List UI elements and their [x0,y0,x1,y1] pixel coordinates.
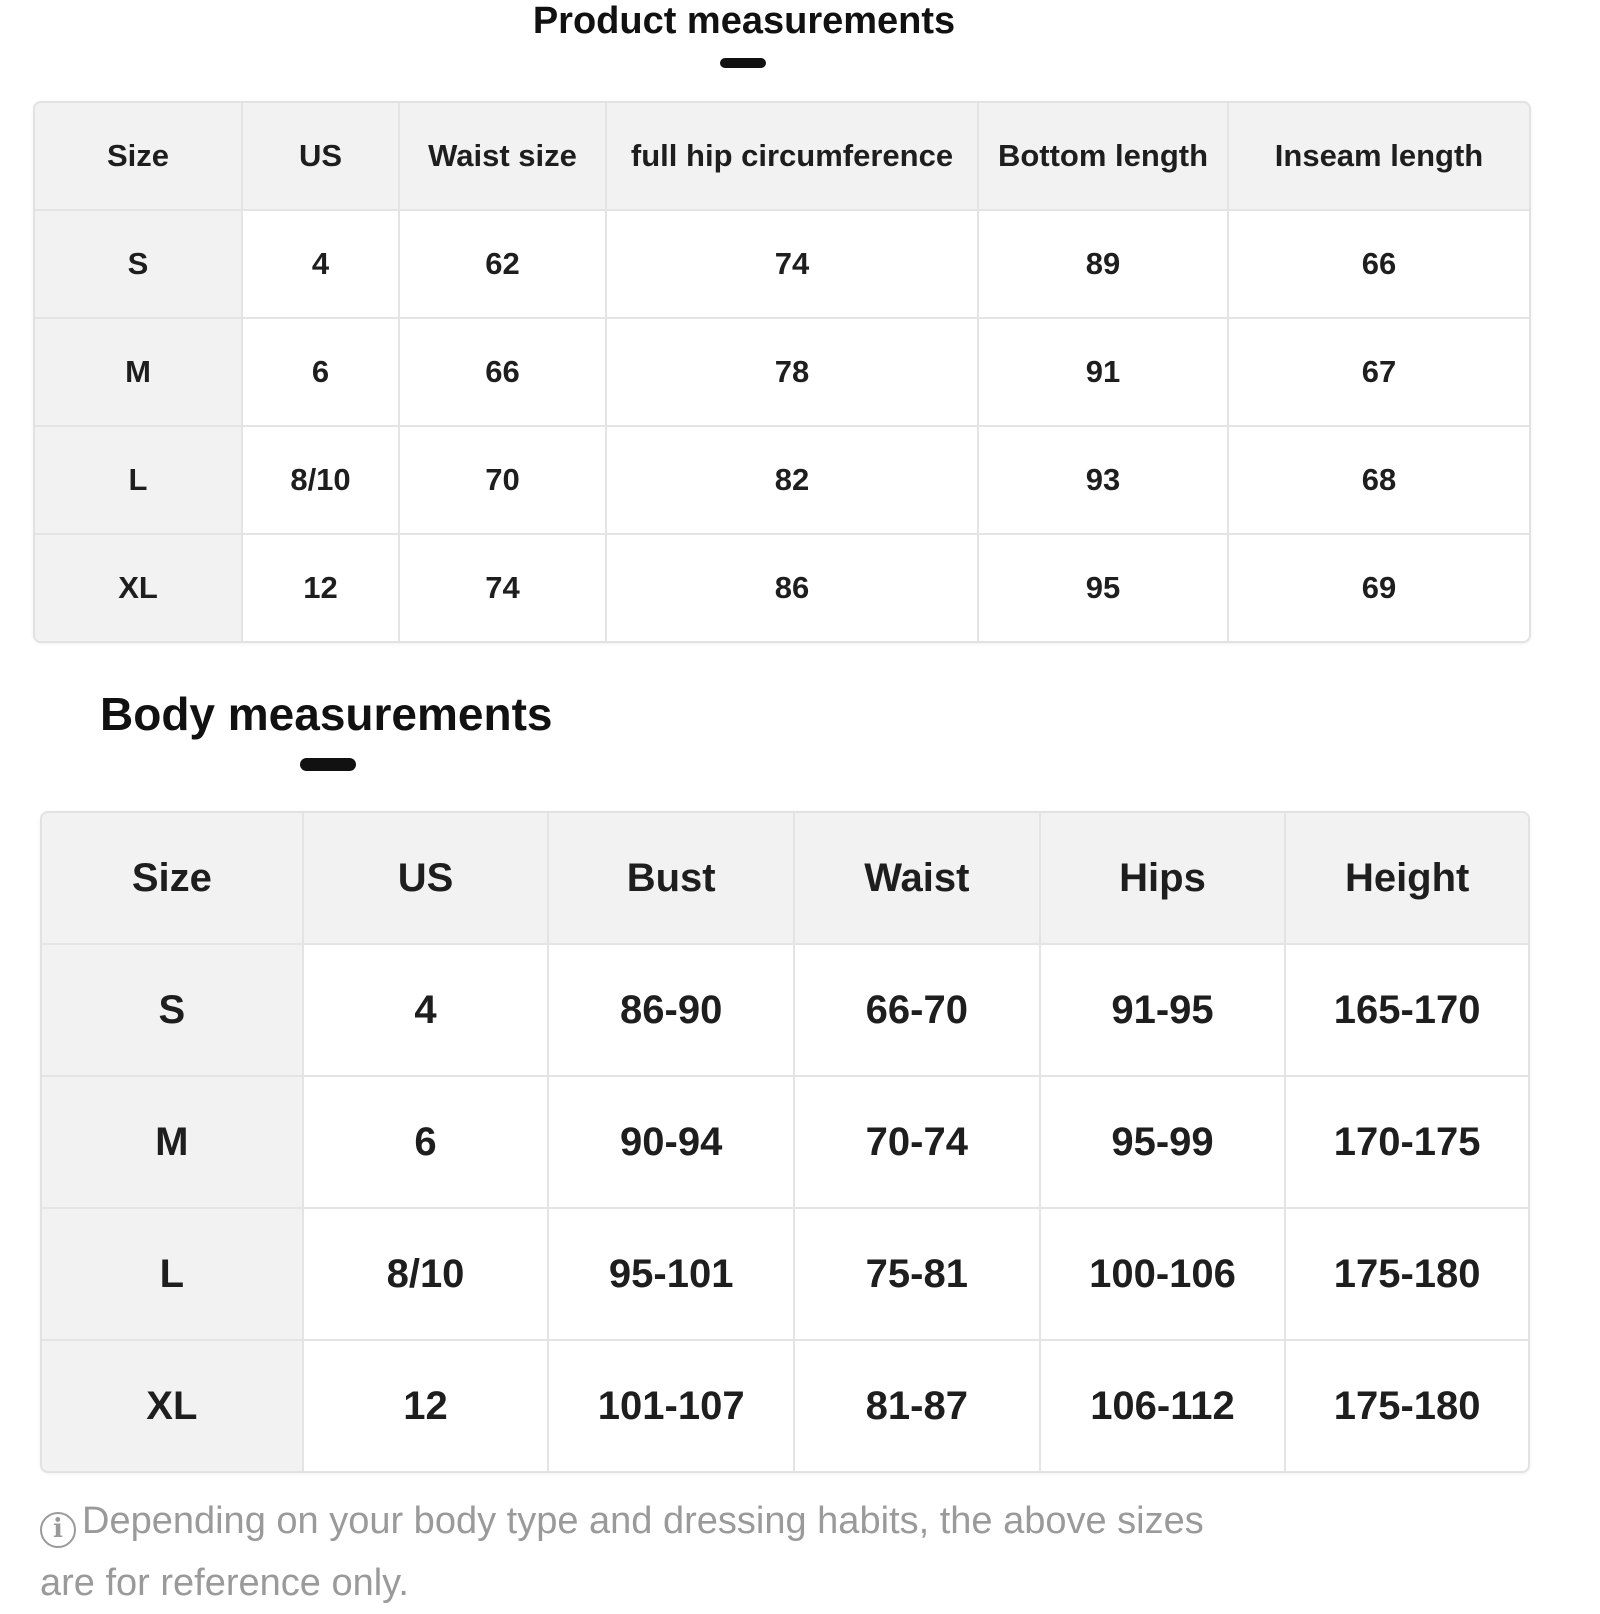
table-row [35,318,1529,426]
table-cell: 91-95 [1040,944,1286,1076]
column-header: Hips [1040,813,1286,944]
reference-note [40,1490,1240,1614]
column-header: Size [35,103,242,210]
body-measurements-title: Body measurements [100,688,553,740]
table-cell: 66 [399,318,606,426]
table-cell: 4 [242,210,399,318]
table-cell: 86 [606,534,978,641]
info-icon: i [40,1512,76,1548]
table-cell: 100-106 [1040,1208,1286,1340]
table-cell: 78 [606,318,978,426]
table-cell: 175-180 [1333,1383,1481,1428]
table-cell: 75-81 [794,1208,1040,1340]
column-header: Inseam length [1228,103,1529,210]
column-header: US [303,813,549,944]
table-row [42,1076,1528,1208]
table-cell: 70 [399,426,606,534]
column-header: Waist size [399,103,606,210]
product-measurements-table-container [33,101,1531,643]
body-title-underline [300,758,356,771]
size-cell: S [42,944,303,1076]
size-cell: XL [35,534,242,641]
table-cell: 106-112 [1040,1340,1286,1471]
table-cell: 70-74 [794,1076,1040,1208]
product-measurements-title: Product measurements [532,0,956,42]
table-header-row [42,813,1528,944]
table-header-row [35,103,1529,210]
reference-note-text: Depending on your body type and dressing habits, the above sizes are for reference only. [40,1500,1204,1604]
table-cell: 4 [303,944,549,1076]
table-cell: 8/10 [303,1208,549,1340]
table-cell: 66-70 [794,944,1040,1076]
product-measurements-table [35,103,1529,641]
table-cell: 74 [399,534,606,641]
product-title-underline [720,58,766,68]
table-cell: 67 [1228,318,1529,426]
table-cell: 12 [303,1340,549,1471]
table-cell: 89 [978,210,1228,318]
table-row [35,534,1529,641]
table-row [42,1340,1528,1471]
table-cell: 6 [303,1076,549,1208]
table-cell: 69 [1361,570,1397,605]
table-cell: 175-180 [1285,1208,1528,1340]
size-cell: M [35,318,242,426]
column-header: full hip circumference [606,103,978,210]
size-cell: M [42,1076,303,1208]
table-cell: 91 [978,318,1228,426]
table-cell: 95-101 [548,1208,794,1340]
table-cell: 101-107 [548,1340,794,1471]
column-header: Bottom length [978,103,1228,210]
table-cell: 95-99 [1040,1076,1286,1208]
table-cell: 62 [399,210,606,318]
table-cell: 66 [1228,210,1529,318]
table-row [42,1208,1528,1340]
size-cell: L [42,1208,303,1340]
table-cell: 93 [978,426,1228,534]
body-measurements-table-container [40,811,1530,1473]
table-row [35,426,1529,534]
table-cell: 81-87 [794,1340,1040,1471]
table-cell: 95 [978,534,1228,641]
table-cell: 6 [242,318,399,426]
size-cell: S [35,210,242,318]
table-cell: 90-94 [548,1076,794,1208]
table-cell: 8/10 [242,426,399,534]
table-cell: 170-175 [1285,1076,1528,1208]
column-header: Bust [548,813,794,944]
table-cell: 74 [606,210,978,318]
table-row [35,210,1529,318]
size-cell: XL [42,1340,303,1471]
column-header: US [242,103,399,210]
table-cell: 165-170 [1285,944,1528,1076]
table-cell: 86-90 [548,944,794,1076]
table-cell: 68 [1228,426,1529,534]
column-header: Waist [794,813,1040,944]
column-header: Size [42,813,303,944]
table-row [42,944,1528,1076]
size-cell: L [35,426,242,534]
table-cell: 82 [606,426,978,534]
body-measurements-table [42,813,1528,1471]
column-header: Height [1285,813,1528,944]
table-cell: 12 [242,534,399,641]
